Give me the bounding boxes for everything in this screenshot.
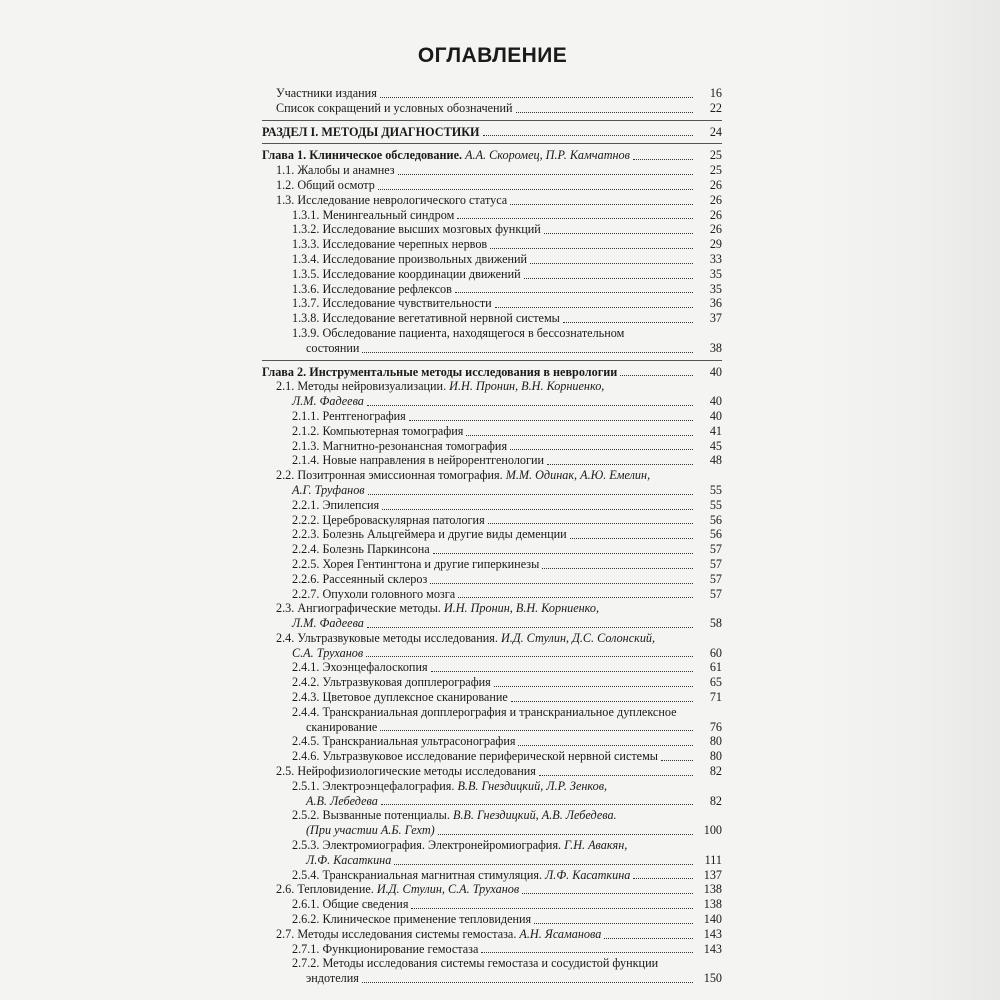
toc-entry-title [292, 453, 544, 468]
toc-page-number: 82 [709, 764, 722, 779]
dot-leader [522, 893, 693, 894]
toc-entry[interactable] [262, 868, 722, 883]
toc-entry[interactable] [262, 794, 722, 809]
toc-entry[interactable] [262, 365, 722, 380]
toc-page-number: 40 [709, 394, 722, 409]
toc-page-number: 138 [703, 897, 722, 912]
toc-entry-text: 2.2.6. Рассеянный склероз [292, 571, 428, 586]
dot-leader [366, 656, 693, 657]
toc-page-number: 56 [709, 512, 722, 527]
toc-entry[interactable] [262, 498, 722, 513]
toc-entry-text: Список сокращений и условных обозначений [276, 100, 513, 115]
toc-entry-title [262, 365, 617, 380]
toc-entry[interactable] [262, 542, 722, 557]
toc-entry-text: 1.3.5. Исследование координации движений [292, 266, 521, 281]
toc-entry-text: 1.3.4. Исследование произвольных движений [292, 251, 528, 266]
toc-entry-title [276, 193, 507, 208]
toc-entry[interactable] [262, 326, 722, 341]
toc-entry-text: эндотелия [306, 971, 359, 986]
toc-entry[interactable] [262, 282, 722, 297]
dot-leader [494, 686, 693, 687]
toc-entry-title [292, 237, 487, 252]
dot-leader [398, 174, 693, 175]
toc-entry-title [306, 823, 435, 838]
toc-entry-title [292, 587, 455, 602]
toc-entry[interactable] [262, 163, 722, 178]
dot-leader [458, 597, 693, 598]
toc-entry-text: 2.2.1. Эпилепсия [292, 497, 380, 512]
toc-page-number: 40 [709, 364, 722, 379]
toc-entry[interactable] [262, 409, 722, 424]
toc-entry-authors: (При участии А.Б. Гехт) [306, 823, 435, 838]
toc-entry[interactable] [262, 690, 722, 705]
toc-entry-text: 1.3.7. Исследование чувствительности [292, 296, 492, 311]
toc-page-number: 80 [709, 734, 722, 749]
dot-leader [362, 982, 693, 983]
dot-leader [516, 112, 693, 113]
dot-leader [495, 307, 693, 308]
toc-entry-title [292, 808, 617, 823]
toc-entry[interactable] [262, 631, 722, 646]
toc-entry[interactable] [262, 838, 722, 853]
toc-entry[interactable] [262, 125, 722, 140]
toc-page-number: 100 [703, 823, 722, 838]
toc-entry-authors: Г.Н. Авакян, [561, 838, 628, 853]
toc-entry[interactable] [262, 296, 722, 311]
toc-page-number: 140 [703, 912, 722, 927]
toc-entry-title [292, 439, 507, 454]
toc-entry[interactable] [262, 927, 722, 942]
toc-entry-title [292, 942, 478, 957]
toc-entry[interactable] [262, 341, 722, 356]
toc-entry-title [306, 971, 359, 986]
toc-entry-title [292, 409, 406, 424]
toc-entry[interactable] [262, 616, 722, 631]
toc-entry-text: 2.5.3. Электромиография. Электронейромиография. [292, 838, 562, 853]
toc-entry[interactable] [262, 897, 722, 912]
toc-entry-text: 2.5.1. Электроэнцефалография. [292, 778, 455, 793]
toc-entry-title [292, 296, 492, 311]
toc-page-number: 58 [709, 616, 722, 631]
toc-entry-authors: В.В. Гнездицкий, А.В. Лебедева. [449, 808, 617, 823]
toc-entry-title [292, 282, 452, 297]
toc-entry[interactable] [262, 222, 722, 237]
toc-entry-text: 2.4.5. Транскраниальная ультрасонография [292, 734, 516, 749]
toc-entry-title [292, 646, 363, 661]
dot-leader [530, 263, 693, 264]
toc-entry-title [292, 660, 428, 675]
toc-page-number: 143 [703, 941, 722, 956]
toc-entry-title [306, 853, 391, 868]
toc-entry-authors: С.А. Труханов [292, 645, 364, 660]
toc-entry-title [276, 764, 536, 779]
toc-entry-text: 2.6. Тепловидение. [276, 882, 374, 897]
dot-leader [542, 568, 693, 569]
toc-page-number: 80 [709, 749, 722, 764]
toc-entry-title [292, 675, 491, 690]
toc-page-number: 36 [709, 296, 722, 311]
toc-entry[interactable] [262, 311, 722, 326]
toc-page-number: 37 [709, 311, 722, 326]
toc-entry-text: 2.4.6. Ультразвуковое исследование периферической нервной системы [292, 749, 658, 764]
toc-page-number: 57 [709, 556, 722, 571]
toc-entry[interactable] [262, 237, 722, 252]
toc-entry-title [292, 311, 560, 326]
toc-page-number: 57 [709, 571, 722, 586]
toc-entry-text: 2.7.2. Методы исследования системы гемостаза и сосудистой функции [292, 956, 659, 971]
toc-page-number: 35 [709, 281, 722, 296]
dot-leader [381, 804, 693, 805]
toc-page-number: 16 [709, 86, 722, 100]
toc-entry-title [276, 631, 655, 646]
toc-entry[interactable] [262, 178, 722, 193]
dot-leader [382, 509, 693, 510]
toc-entry-authors: И.Н. Пронин, В.Н. Корниенко, [440, 601, 600, 616]
dot-leader [524, 278, 693, 279]
toc-entry[interactable] [262, 705, 722, 720]
toc-entry[interactable] [262, 749, 722, 764]
dot-leader [367, 405, 693, 406]
toc-entry-text: 2.5. Нейрофизиологические методы исследования [276, 764, 536, 779]
toc-entry-authors: Л.Ф. Касаткина [306, 852, 392, 867]
toc-entry-text: 2.2.7. Опухоли головного мозга [292, 586, 456, 601]
toc-entry[interactable] [262, 660, 722, 675]
toc-entry-title [262, 148, 630, 163]
dot-leader [380, 730, 693, 731]
dot-leader [633, 878, 693, 879]
toc-entry-title [306, 794, 378, 809]
table-of-contents [262, 86, 722, 986]
toc-entry[interactable] [262, 971, 722, 986]
toc-entry[interactable] [262, 942, 722, 957]
dot-leader [367, 627, 693, 628]
toc-entry[interactable] [262, 675, 722, 690]
toc-entry[interactable] [262, 734, 722, 749]
toc-entry[interactable] [262, 148, 722, 163]
toc-entry-text: 1.3.9. Обследование пациента, находящегося в бессознательном [292, 325, 625, 340]
toc-entry-text: 2.7. Методы исследования системы гемостаза. [276, 926, 517, 941]
toc-entry[interactable] [262, 808, 722, 823]
toc-entry-title [306, 720, 377, 735]
toc-entry-text: 2.1.4. Новые направления в нейрорентгенологии [292, 453, 545, 468]
toc-entry[interactable] [262, 468, 722, 483]
toc-entry-authors: А.Г. Труфанов [292, 482, 365, 497]
toc-entry-text: 2.1. Методы нейровизуализации. [276, 379, 447, 394]
toc-entry[interactable] [262, 483, 722, 498]
toc-page-number: 48 [709, 453, 722, 468]
toc-page-number: 56 [709, 527, 722, 542]
toc-entry-title [292, 838, 627, 853]
dot-leader [511, 701, 693, 702]
toc-entry-text: 2.1.1. Рентгенография [292, 408, 406, 423]
dot-leader [620, 375, 693, 376]
toc-entry-title [276, 178, 375, 193]
toc-page-number: 57 [709, 586, 722, 601]
toc-entry-title [276, 101, 513, 116]
toc-entry-authors: А.А. Скоромец, П.Р. Камчатнов [462, 148, 630, 163]
toc-entry-text: 1.3. Исследование неврологического статуса [276, 192, 508, 207]
toc-entry-text: 1.3.6. Исследование рефлексов [292, 281, 452, 296]
dot-leader [481, 952, 693, 953]
toc-entry[interactable] [262, 513, 722, 528]
dot-leader [604, 938, 693, 939]
toc-entry-title [292, 897, 408, 912]
toc-entry-title [292, 749, 658, 764]
toc-entry-title [292, 572, 427, 587]
dot-leader [544, 233, 693, 234]
toc-entry[interactable] [262, 86, 722, 101]
toc-entry[interactable] [262, 252, 722, 267]
toc-entry[interactable] [262, 424, 722, 439]
toc-entry[interactable] [262, 267, 722, 282]
toc-entry-title [292, 394, 364, 409]
dot-leader [483, 135, 693, 136]
toc-entry-title [292, 267, 521, 282]
toc-entry-text: 2.5.2. Вызванные потенциалы. [292, 808, 450, 823]
toc-page-number: 40 [709, 408, 722, 423]
toc-page-number: 150 [703, 971, 722, 986]
toc-entry-text: 1.3.1. Менингеальный синдром [292, 207, 455, 222]
toc-page-number: 111 [704, 852, 722, 867]
toc-entry-title [292, 483, 365, 498]
toc-entry-title [292, 513, 485, 528]
toc-entry[interactable] [262, 439, 722, 454]
toc-entry-text: Глава 1. Клиническое обследование. [262, 148, 463, 163]
toc-entry-title [292, 252, 527, 267]
toc-entry[interactable] [262, 572, 722, 587]
toc-entry-text: 2.1.2. Компьютерная томография [292, 423, 464, 438]
toc-page-number: 55 [709, 497, 722, 512]
toc-entry-text: 2.4.2. Ультразвуковая допплерография [292, 675, 491, 690]
toc-entry-title [292, 705, 677, 720]
toc-entry-title [306, 341, 359, 356]
toc-entry[interactable] [262, 882, 722, 897]
toc-entry-title [292, 734, 515, 749]
dot-leader [510, 449, 693, 450]
dot-leader [431, 671, 693, 672]
toc-page-number: 25 [709, 148, 722, 163]
toc-page-number: 22 [709, 100, 722, 115]
dot-leader [362, 352, 693, 353]
toc-entry-text: 1.3.8. Исследование вегетативной нервной системы [292, 311, 560, 326]
toc-entry-title [292, 542, 430, 557]
toc-entry[interactable] [262, 764, 722, 779]
toc-page-number: 71 [709, 690, 722, 705]
toc-entry-title [292, 557, 539, 572]
dot-leader [394, 864, 693, 865]
toc-entry-text: сканирование [306, 719, 378, 734]
toc-page-number: 82 [709, 793, 722, 808]
toc-entry[interactable] [262, 587, 722, 602]
toc-page-number: 29 [709, 237, 722, 252]
toc-entry-text: состоянии [306, 340, 360, 355]
toc-page-number: 24 [709, 124, 722, 139]
dot-leader [539, 775, 693, 776]
toc-entry[interactable] [262, 101, 722, 116]
toc-entry-text: 2.5.4. Транскраниальная магнитная стимуляция. [292, 867, 542, 882]
section-divider [262, 356, 722, 365]
toc-page-number: 60 [709, 645, 722, 660]
toc-page-number: 76 [709, 719, 722, 734]
toc-entry-title [292, 868, 630, 883]
toc-entry-title [276, 86, 377, 101]
toc-entry-title [276, 882, 519, 897]
dot-leader [466, 435, 693, 436]
toc-entry[interactable] [262, 193, 722, 208]
dot-leader [488, 523, 693, 524]
toc-entry-text: 2.4. Ультразвуковые методы исследования. [276, 630, 498, 645]
dot-leader [430, 583, 693, 584]
toc-entry-authors: Л.М. Фадеева [292, 394, 364, 409]
page-title: ОГЛАВЛЕНИЕ [417, 44, 568, 67]
toc-entry-text: 2.4.4. Транскраниальная допплерография и транскраниальное дуплексное [292, 704, 677, 719]
toc-entry-authors: И.Д. Стулин, С.А. Труханов [373, 882, 520, 897]
toc-page-number: 57 [709, 542, 722, 557]
toc-entry-text: Участники издания [276, 86, 377, 100]
toc-entry-text: Глава 2. Инструментальные методы исследования в неврологии [262, 364, 618, 379]
toc-entry-authors: Л.Ф. Касаткина [542, 867, 631, 882]
toc-entry[interactable] [262, 601, 722, 616]
toc-entry-authors: Л.М. Фадеева [292, 616, 364, 631]
toc-entry-title [292, 690, 508, 705]
toc-entry-title [292, 527, 567, 542]
toc-entry-text: РАЗДЕЛ I. МЕТОДЫ ДИАГНОСТИКИ [262, 124, 480, 139]
toc-page-number: 61 [709, 660, 722, 675]
toc-page-number: 41 [709, 423, 722, 438]
dot-leader [633, 159, 693, 160]
toc-entry[interactable] [262, 853, 722, 868]
toc-entry-title [292, 208, 454, 223]
toc-entry-title [292, 498, 379, 513]
toc-page-number: 26 [709, 192, 722, 207]
dot-leader [409, 420, 693, 421]
toc-entry-title [276, 601, 599, 616]
section-divider [262, 116, 722, 125]
toc-entry-title [292, 424, 463, 439]
toc-entry-text: 1.3.2. Исследование высших мозговых функций [292, 222, 541, 237]
toc-entry-text: 2.6.2. Клиническое применение тепловидения [292, 912, 532, 927]
toc-page-number: 25 [709, 163, 722, 178]
toc-entry-text: 2.4.3. Цветовое дуплексное сканирование [292, 690, 508, 705]
toc-entry-authors: И.Н. Пронин, В.Н. Корниенко, [446, 379, 605, 394]
toc-page-number: 137 [703, 867, 722, 882]
toc-entry-text: 2.3. Ангиографические методы. [276, 601, 441, 616]
toc-entry-title [292, 912, 531, 927]
toc-page-number: 26 [709, 207, 722, 222]
toc-entry-authors: А.В. Лебедева [306, 793, 378, 808]
toc-entry-title [276, 468, 650, 483]
toc-entry-text: 2.6.1. Общие сведения [292, 897, 409, 912]
toc-entry-title [292, 222, 541, 237]
toc-page-number: 65 [709, 675, 722, 690]
dot-leader [534, 923, 693, 924]
toc-entry[interactable] [262, 527, 722, 542]
dot-leader [547, 464, 693, 465]
toc-entry[interactable] [262, 453, 722, 468]
toc-entry-authors: М.М. Одинак, А.Ю. Емелин, [502, 468, 651, 483]
toc-entry[interactable] [262, 379, 722, 394]
toc-entry-text: 2.1.3. Магнитно-резонансная томография [292, 438, 508, 453]
toc-entry-title [292, 956, 658, 971]
toc-entry[interactable] [262, 779, 722, 794]
toc-entry[interactable] [262, 394, 722, 409]
toc-page-number: 138 [703, 882, 722, 897]
toc-entry-title [276, 163, 395, 178]
dot-leader [378, 189, 693, 190]
toc-entry-title [262, 125, 480, 140]
toc-entry-text: 2.2.5. Хорея Гентингтона и другие гиперкинезы [292, 556, 540, 571]
dot-leader [490, 248, 693, 249]
toc-entry[interactable] [262, 823, 722, 838]
toc-entry-text: 1.3.3. Исследование черепных нервов [292, 237, 488, 252]
toc-page-number: 26 [709, 177, 722, 192]
dot-leader [433, 553, 693, 554]
toc-page-number: 35 [709, 266, 722, 281]
toc-entry-title [292, 779, 607, 794]
toc-entry-text: 2.2.2. Цереброваскулярная патология [292, 512, 485, 527]
toc-entry-authors: А.Н. Ясаманова [516, 926, 602, 941]
toc-entry-text: 2.7.1. Функционирование гемостаза [292, 941, 479, 956]
dot-leader [368, 494, 693, 495]
toc-page-number: 55 [709, 482, 722, 497]
dot-leader [380, 97, 693, 98]
section-divider [262, 139, 722, 148]
page-shadow [810, 0, 1000, 1000]
toc-entry-text: 2.2.3. Болезнь Альцгеймера и другие виды деменции [292, 527, 567, 542]
dot-leader [455, 292, 693, 293]
dot-leader [570, 538, 693, 539]
dot-leader [518, 745, 693, 746]
toc-page-number: 143 [703, 926, 722, 941]
toc-entry-title [292, 616, 364, 631]
dot-leader [661, 760, 693, 761]
toc-entry[interactable] [262, 912, 722, 927]
toc-entry-title [276, 379, 604, 394]
toc-page-number: 38 [709, 340, 722, 355]
dot-leader [457, 218, 693, 219]
toc-page-number: 33 [709, 251, 722, 266]
dot-leader [411, 908, 693, 909]
toc-entry-authors: В.В. Гнездицкий, Л.Р. Зенков, [454, 778, 608, 793]
toc-entry-title [292, 326, 624, 341]
toc-entry[interactable] [262, 557, 722, 572]
toc-entry[interactable] [262, 646, 722, 661]
toc-entry-text: 1.1. Жалобы и анамнез [276, 163, 395, 178]
dot-leader [563, 322, 693, 323]
dot-leader [438, 834, 693, 835]
toc-entry-title [276, 927, 601, 942]
toc-page-number: 45 [709, 438, 722, 453]
dot-leader [510, 204, 693, 205]
toc-entry-text: 2.2.4. Болезнь Паркинсона [292, 542, 430, 557]
toc-entry-text: 2.2. Позитронная эмиссионная томография. [276, 468, 503, 483]
toc-page-number: 26 [709, 222, 722, 237]
toc-entry[interactable] [262, 956, 722, 971]
toc-entry[interactable] [262, 208, 722, 223]
toc-entry[interactable] [262, 720, 722, 735]
toc-entry-text: 2.4.1. Эхоэнцефалоскопия [292, 660, 428, 675]
toc-entry-authors: И.Д. Стулин, Д.С. Солонский, [497, 630, 656, 645]
toc-entry-text: 1.2. Общий осмотр [276, 177, 375, 192]
